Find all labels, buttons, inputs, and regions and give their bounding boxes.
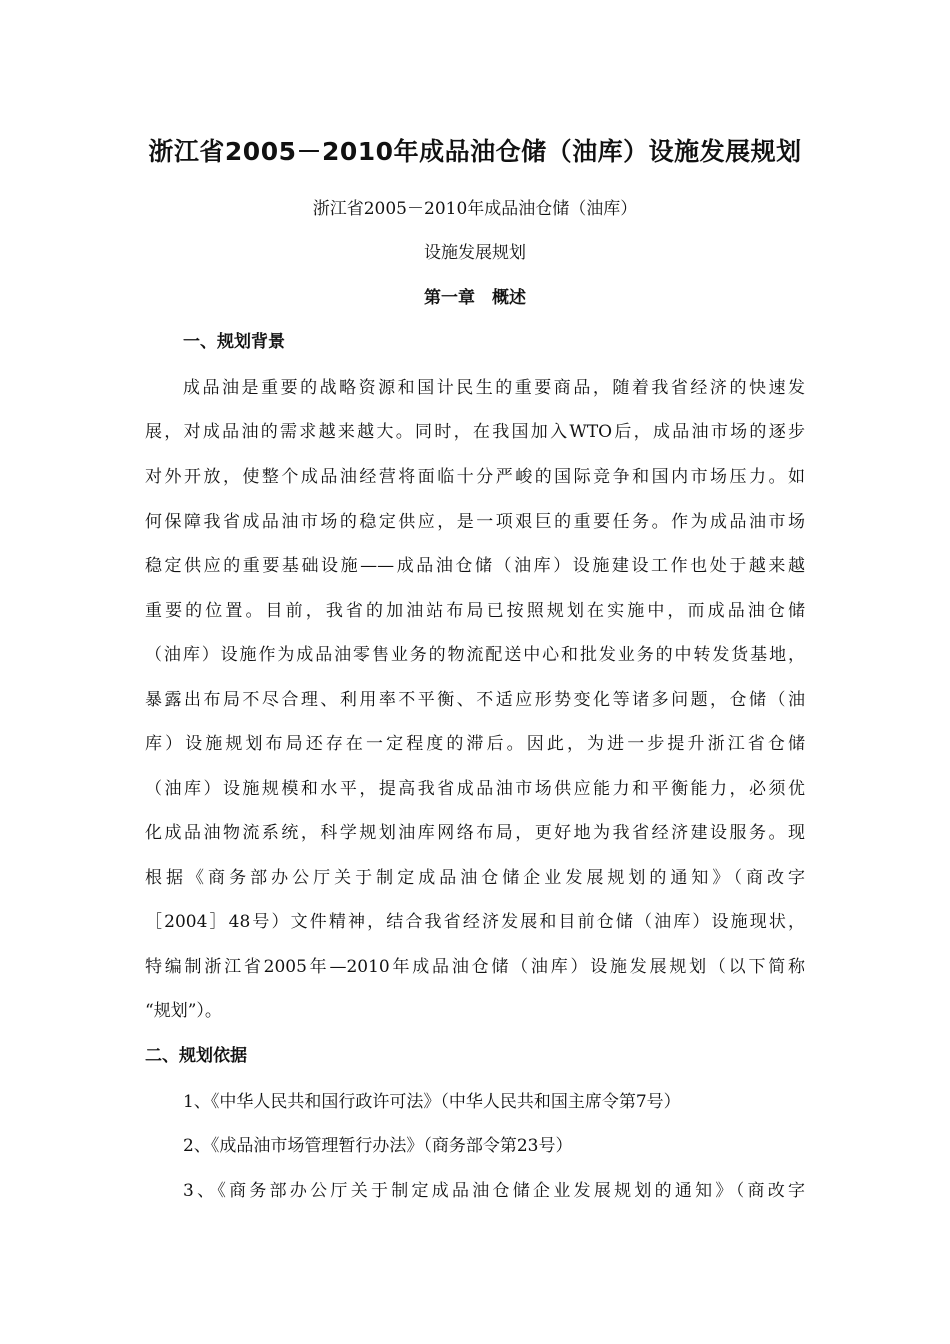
paragraph-line: 展，对成品油的需求越来越大。同时，在我国加入WTO后，成品油市场的逐步: [145, 422, 805, 442]
subtitle-line-1: 浙江省2005－2010年成品油仓储（油库）: [312, 199, 638, 219]
paragraph-line: “规划”）。: [145, 1001, 222, 1021]
paragraph-line: 何保障我省成品油市场的稳定供应，是一项艰巨的重要任务。作为成品油市场: [145, 512, 805, 532]
list-item: 3、《商务部办公厅关于制定成品油仓储企业发展规划的通知》（商改字: [183, 1181, 805, 1201]
paragraph-line: 库）设施规划布局还存在一定程度的滞后。因此，为进一步提升浙江省仓储: [145, 734, 805, 754]
paragraph-line: 重要的位置。目前，我省的加油站布局已按照规划在实施中，而成品油仓储: [145, 601, 805, 621]
paragraph-line: 成品油是重要的战略资源和国计民生的重要商品，随着我省经济的快速发: [183, 378, 805, 398]
list-item: 1、《中华人民共和国行政许可法》（中华人民共和国主席令第7号）: [183, 1092, 681, 1112]
section-heading-background: 一、规划背景: [183, 332, 285, 352]
list-item: 2、《成品油市场管理暂行办法》（商务部令第23号）: [183, 1136, 573, 1156]
paragraph-line: 稳定供应的重要基础设施——成品油仓储（油库）设施建设工作也处于越来越: [145, 556, 805, 576]
paragraph-line: 对外开放，使整个成品油经营将面临十分严峻的国际竞争和国内市场压力。如: [145, 467, 805, 487]
chapter-heading: 第一章 概述: [424, 288, 526, 308]
paragraph-line: （油库）设施作为成品油零售业务的物流配送中心和批发业务的中转发货基地，: [145, 645, 805, 665]
paragraph-line: 根据《商务部办公厅关于制定成品油仓储企业发展规划的通知》（商改字: [145, 868, 805, 888]
paragraph-line: 暴露出布局不尽合理、利用率不平衡、不适应形势变化等诸多问题，仓储（油: [145, 690, 805, 710]
paragraph-line: ［2004］48号）文件精神，结合我省经济发展和目前仓储（油库）设施现状，: [145, 912, 805, 932]
subtitle-line-2: 设施发展规划: [424, 243, 526, 263]
section-heading-basis: 二、规划依据: [145, 1046, 247, 1066]
paragraph-line: 特编制浙江省2005年—2010年成品油仓储（油库）设施发展规划（以下简称: [145, 957, 805, 977]
paragraph-line: 化成品油物流系统，科学规划油库网络布局，更好地为我省经济建设服务。现: [145, 823, 805, 843]
paragraph-line: （油库）设施规模和水平，提高我省成品油市场供应能力和平衡能力，必须优: [145, 779, 805, 799]
document-title: 浙江省2005－2010年成品油仓储（油库）设施发展规划: [148, 137, 802, 166]
